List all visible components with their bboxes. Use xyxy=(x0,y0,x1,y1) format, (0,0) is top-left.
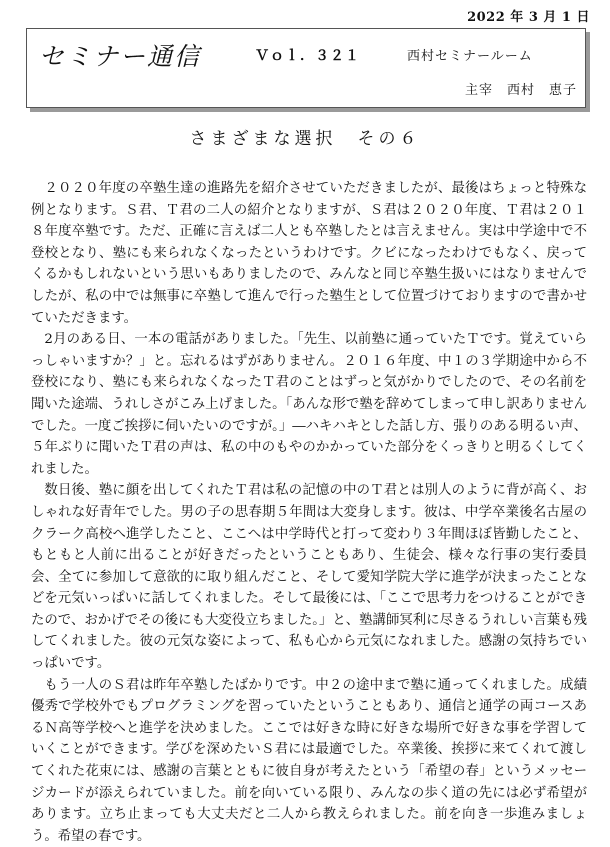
article-paragraph: ２０２０年度の卒塾生達の進路先を紹介させていただきましたが、最後はちょっと特殊な例となります。Ｓ君、Ｔ君の二人の紹介となりますが、Ｓ君は２０２０年度、Ｔ君は２０１８年度卒塾です。ただ、正確に言えば二人とも卒塾したとは言えません。実は中学途中で不登校となり、塾にも来られなくなったというわけです。クビになったわけでもなく、戻ってくるかもしれないという思いもありましたので、みんなと同じ卒塾生扱いにはなりませんでしたが、私の中では無事に卒塾して進んで行った塾生として位置づけておりますので書かせていただきます。 xyxy=(31,181,587,326)
volume-number: Ｖｏｌ．３２１ xyxy=(255,48,360,64)
article-paragraph: 2月のある日、一本の電話がありました。「先生、以前塾に通っていたＴです。覚えていらっしゃいますか？」と。忘れるはずがありません。２０１６年度、中１の３学期途中から不登校になり、塾にも来られなくなったＴ君のことはずっと気がかりでしたので、その名前を聞いた途端、うれしさがこみ上げました。「あんな形で塾を辞めてしまって申し訳ありませんでした。一度ご挨拶に伺いたいのですが。」―ハキハキとした話し方、張りのある明るい声、５年ぶりに聞いたＴ君の声は、私の中のもやのかかっていた部分をくっきりと明るくしてくれました。 xyxy=(31,332,587,477)
host-name: 主宰 西村 恵子 xyxy=(465,83,578,98)
article-paragraph: 数日後、塾に顔を出してくれたＴ君は私の記憶の中のＴ君とは別人のように背が高く、おしゃれな好青年でした。男の子の思春期５年間は大変身します。彼は、中学卒業後名古屋のクラーク高校へ進学したこと、ここへは中学時代と打って変わり３年間ほぼ皆勤したこと、もともと人前に出ることが好きだったということもあり、生徒会、様々な行事の実行委員会、全てに参加して意欲的に取り組んだこと、そして愛知学院大学に進学が決まったことなどを元気いっぱいに話してくれました。そして最後には、「ここで思考力をつけることができたので、おかげでその後にも大変役立ちました。」と、塾講師冥利に尽きるうれしい言葉も残してくれました。彼の元気な姿によって、私も心から元気になれました。感謝の気持ちでいっぱいです。 xyxy=(31,483,587,672)
organization-name: 西村セミナールーム xyxy=(407,49,533,64)
article-paragraph: もう一人のＳ君は昨年卒塾したばかりです。中２の途中まで塾に通ってくれました。成績優秀で学校外でもプログラミングを習っていたということもあり、通信と通学の両コースあるＮ高等学校へと進学を決めました。ここでは好きな時に好きな場所で好きな事を学習していくことができます。学びを深めたいＳ君には最適でした。卒業後、挨拶に来てくれて渡してくれた花束には、感謝の言葉とともに彼自身が考えたという「希望の春」というメッセージカードが添えられていました。前を向いている限り、みんなの歩く道の先には必ず希望があります。立ち止まっても大丈夫だと二人から教えられました。前を向き一歩進みましょう。希望の春です。 xyxy=(31,677,587,844)
issue-date: 2022 年 3 月 1 日 xyxy=(467,10,590,25)
newsletter-header xyxy=(26,28,586,108)
newsletter-title: セミナー通信 xyxy=(39,42,202,71)
article-title: さまざまな選択 その６ xyxy=(189,129,421,149)
article-body xyxy=(31,178,587,847)
